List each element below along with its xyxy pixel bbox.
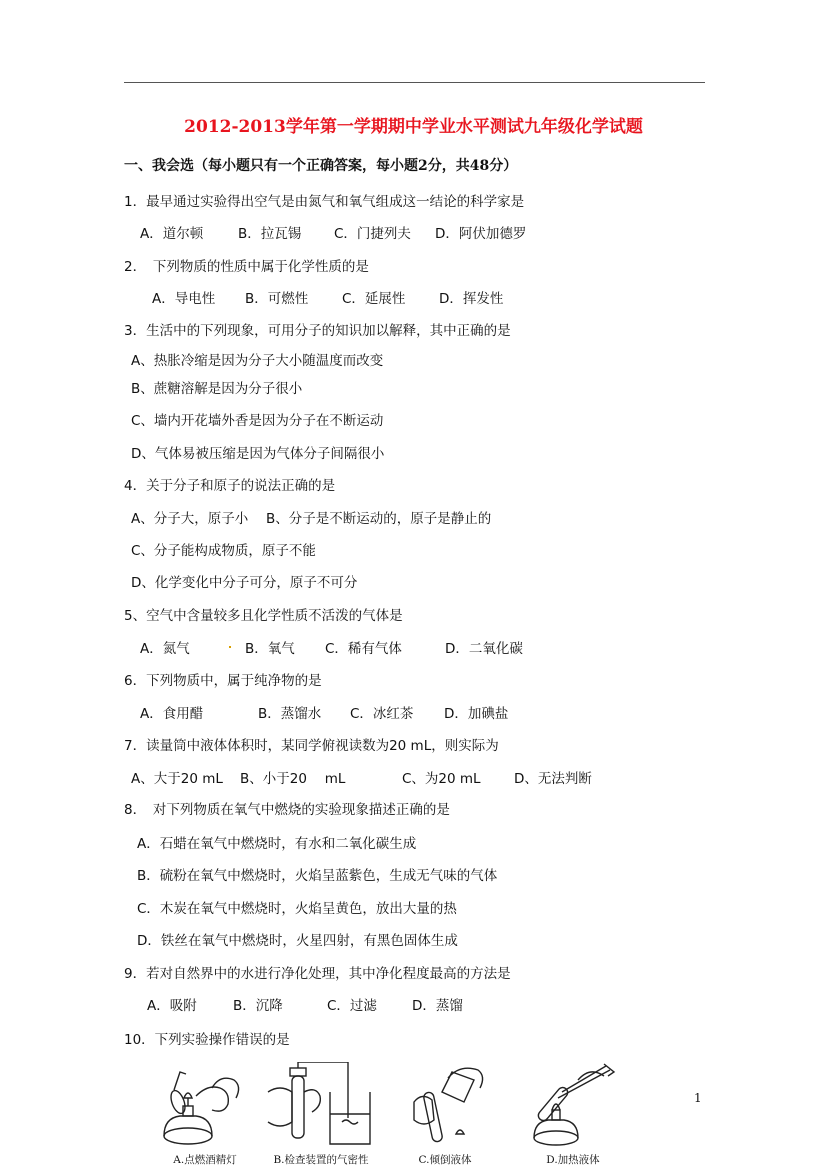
option-d: D．挥发性 xyxy=(439,291,504,307)
option-a: A．氮气 xyxy=(140,641,190,657)
option-b: B、蔗糖溶解是因为分子很小 xyxy=(131,381,303,397)
airtightness-drawing xyxy=(262,1062,382,1152)
option-b: B、分子是不断运动的，原子是静止的 xyxy=(266,511,492,527)
option-d: D．加碘盐 xyxy=(444,706,509,722)
option-c: C、为20 mL xyxy=(402,771,481,787)
option-a: A．导电性 xyxy=(152,291,216,307)
question-stem: 3．生活中的下列现象，可用分子的知识加以解释，其中正确的是 xyxy=(124,323,511,339)
question-stem: 9．若对自然界中的水进行净化处理，其中净化程度最高的方法是 xyxy=(124,966,511,982)
option-a: A．吸附 xyxy=(147,998,197,1014)
question-stem: 10．下列实验操作错误的是 xyxy=(124,1032,290,1048)
header-rule xyxy=(124,82,705,83)
option-c: C．木炭在氧气中燃烧时，火焰呈黄色，放出大量的热 xyxy=(137,901,457,917)
option-c: C．门捷列夫 xyxy=(334,226,411,242)
option-c: C、分子能构成物质，原子不能 xyxy=(131,543,316,559)
option-b: B．硫粉在氧气中燃烧时，火焰呈蓝紫色，生成无气味的气体 xyxy=(137,868,498,884)
figure-caption: A.点燃酒精灯 xyxy=(173,1154,237,1166)
option-d: D．铁丝在氧气中燃烧时，火星四射，有黑色固体生成 xyxy=(137,933,458,949)
question-stem: 4．关于分子和原子的说法正确的是 xyxy=(124,478,336,494)
option-c: C．过滤 xyxy=(327,998,377,1014)
question-stem: 8． 对下列物质在氧气中燃烧的实验现象描述正确的是 xyxy=(124,802,450,818)
figure-caption: B.检查装置的气密性 xyxy=(273,1154,369,1166)
option-a: A．食用醋 xyxy=(140,706,204,722)
page-title: 2012-2013学年第一学期期中学业水平测试九年级化学试题 xyxy=(184,117,643,137)
section-heading: 一、我会选（每小题只有一个正确答案，每小题2分，共48分） xyxy=(124,158,518,174)
question-stem: 1．最早通过实验得出空气是由氮气和氧气组成这一结论的科学家是 xyxy=(124,194,525,210)
option-b: B．拉瓦锡 xyxy=(238,226,302,242)
option-a: A．石蜡在氧气中燃烧时，有水和二氧化碳生成 xyxy=(137,836,417,852)
option-a: A．道尔顿 xyxy=(140,226,204,242)
option-b: B．沉降 xyxy=(233,998,283,1014)
option-c: C．延展性 xyxy=(342,291,406,307)
page-number: 1 xyxy=(694,1091,702,1105)
alcohol-lamp-drawing xyxy=(150,1062,260,1152)
figure-caption: D.加热液体 xyxy=(546,1154,600,1166)
stray-mark xyxy=(229,646,231,648)
option-d: D、气体易被压缩是因为气体分子间隔很小 xyxy=(131,446,385,462)
option-d: D、无法判断 xyxy=(514,771,592,787)
option-b: B．可燃性 xyxy=(245,291,309,307)
option-c: C．稀有气体 xyxy=(325,641,402,657)
figure-caption: C.倾倒液体 xyxy=(418,1154,472,1166)
figure-pour-liquid xyxy=(390,1062,500,1170)
option-d: D、化学变化中分子可分，原子不可分 xyxy=(131,575,358,591)
option-a: A、大于20 mL xyxy=(131,771,223,787)
pour-liquid-drawing xyxy=(390,1062,500,1152)
option-b: B、小于20 mL xyxy=(240,771,346,787)
question-stem: 6．下列物质中，属于纯净物的是 xyxy=(124,673,322,689)
option-c: C、墙内开花墙外香是因为分子在不断运动 xyxy=(131,413,384,429)
option-d: D．阿伏加德罗 xyxy=(435,226,527,242)
option-b: B．氧气 xyxy=(245,641,295,657)
figure-check-airtightness xyxy=(262,1062,372,1170)
option-a: A、热胀冷缩是因为分子大小随温度而改变 xyxy=(131,353,384,369)
figure-heat-liquid xyxy=(518,1062,628,1170)
experiment-figures xyxy=(150,1062,630,1170)
question-stem: 2． 下列物质的性质中属于化学性质的是 xyxy=(124,259,369,275)
option-c: C．冰红茶 xyxy=(350,706,414,722)
question-stem: 5、空气中含量较多且化学性质不活泼的气体是 xyxy=(124,608,403,624)
option-d: D．蒸馏 xyxy=(412,998,463,1014)
option-d: D．二氧化碳 xyxy=(445,641,523,657)
figure-light-alcohol-lamp xyxy=(150,1062,260,1170)
heat-liquid-drawing xyxy=(518,1062,628,1152)
question-stem: 7．读量筒中液体体积时，某同学俯视读数为20 mL，则实际为 xyxy=(124,738,499,754)
option-a: A、分子大，原子小 xyxy=(131,511,249,527)
option-b: B．蒸馏水 xyxy=(258,706,322,722)
